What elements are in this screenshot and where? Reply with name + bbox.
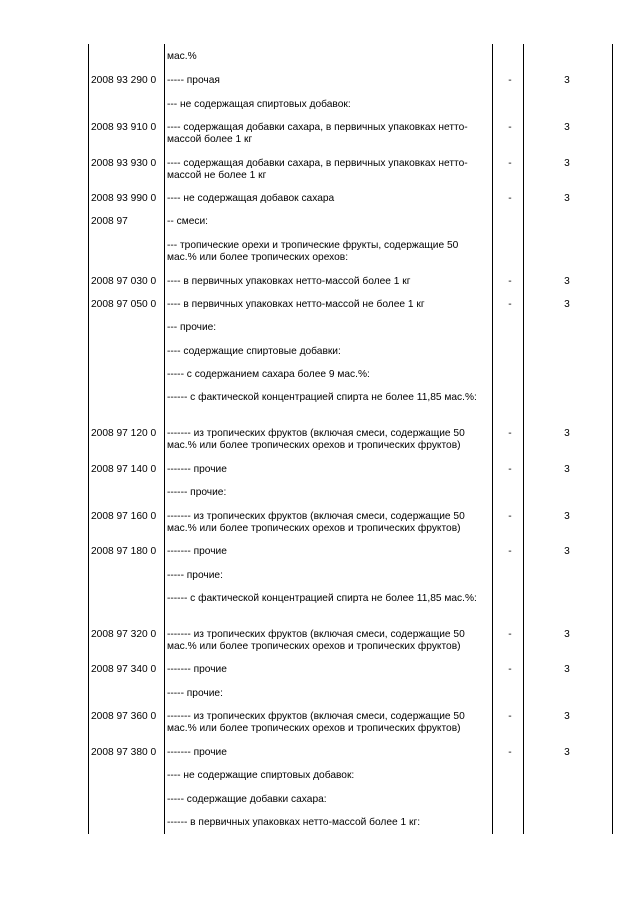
row-col1: - [508,122,512,133]
row-col2: 3 [564,664,570,675]
row-code: 2008 97 320 0 [91,629,157,640]
row-description: ------- прочие [167,747,227,758]
row-description: ------ с фактической концентрацией спирта не более 11,85 мас.%: [167,593,477,604]
row-description: ------- прочие [167,464,227,475]
row-description: ------- прочие [167,546,227,557]
row-code: 2008 97 [91,216,128,227]
row-description: ---- содержащая добавки сахара, в первичных упаковках нетто-массой не более 1 кг [167,158,468,181]
row-col1: - [508,464,512,475]
table-border-right [612,44,613,834]
row-description: ------ в первичных упаковках нетто-массой более 1 кг: [167,817,421,828]
row-description: -- смеси: [167,216,208,227]
row-code: 2008 97 140 0 [91,464,157,475]
table-divider-code [164,44,165,834]
row-description: ------ с фактической концентрацией спирта не более 11,85 мас.%: [167,392,477,403]
row-col1: - [508,629,512,640]
row-col2: 3 [564,428,570,439]
table-divider-desc [492,44,493,834]
row-code: 2008 97 120 0 [91,428,157,439]
row-col1: - [508,711,512,722]
row-col1: - [508,276,512,287]
row-description: ------- из тропических фруктов (включая смеси, содержащие 50 мас.% или более тропических орехов и тропических фруктов) [167,428,465,451]
row-code: 2008 97 180 0 [91,546,157,557]
row-description: ----- прочие: [167,570,223,581]
row-col2: 3 [564,299,570,310]
row-description: ---- в первичных упаковках нетто-массой не более 1 кг [167,299,425,310]
row-col2: 3 [564,122,570,133]
row-col2: 3 [564,747,570,758]
row-col1: - [508,747,512,758]
row-col1: - [508,664,512,675]
row-code: 2008 93 990 0 [91,193,157,204]
row-description: ----- прочая [167,75,220,86]
row-col2: 3 [564,511,570,522]
row-col1: - [508,428,512,439]
row-code: 2008 97 030 0 [91,276,157,287]
row-description: ----- прочие: [167,688,223,699]
row-col1: - [508,75,512,86]
row-description: ----- с содержанием сахара более 9 мас.%: [167,369,370,380]
row-col1: - [508,511,512,522]
row-description: --- прочие: [167,322,217,333]
row-col1: - [508,158,512,169]
row-col1: - [508,546,512,557]
row-description: ------- из тропических фруктов (включая смеси, содержащие 50 мас.% или более тропических орехов и тропических фруктов) [167,511,465,534]
row-col2: 3 [564,158,570,169]
row-col2: 3 [564,629,570,640]
row-col1: - [508,193,512,204]
row-code: 2008 97 160 0 [91,511,157,522]
row-description: ---- содержащие спиртовые добавки: [167,346,341,357]
row-code: 2008 97 340 0 [91,664,157,675]
row-code: 2008 93 290 0 [91,75,157,86]
row-description: ---- не содержащие спиртовых добавок: [167,770,355,781]
row-code: 2008 93 930 0 [91,158,157,169]
row-code: 2008 93 910 0 [91,122,157,133]
row-description: ------- из тропических фруктов (включая смеси, содержащие 50 мас.% или более тропических орехов и тропических фруктов) [167,711,465,734]
row-col2: 3 [564,276,570,287]
row-col2: 3 [564,464,570,475]
row-code: 2008 97 050 0 [91,299,157,310]
row-col2: 3 [564,75,570,86]
row-code: 2008 97 360 0 [91,711,157,722]
row-description: --- тропические орехи и тропические фрукты, содержащие 50 мас.% или более тропических орехов: [167,240,459,263]
row-col2: 3 [564,711,570,722]
row-description: ------- из тропических фруктов (включая смеси, содержащие 50 мас.% или более тропических орехов и тропических фруктов) [167,629,465,652]
row-description: --- не содержащая спиртовых добавок: [167,99,351,110]
row-description: ---- содержащая добавки сахара, в первичных упаковках нетто-массой более 1 кг [167,122,468,145]
table-divider-duty [523,44,524,834]
row-description: ---- в первичных упаковках нетто-массой более 1 кг [167,276,411,287]
table-border-left [88,44,89,834]
row-description: мас.% [167,51,197,62]
row-col1: - [508,299,512,310]
row-col2: 3 [564,193,570,204]
row-code: 2008 97 380 0 [91,747,157,758]
row-description: ---- не содержащая добавок сахара [167,193,335,204]
row-description: ------ прочие: [167,487,227,498]
row-col2: 3 [564,546,570,557]
row-description: ----- содержащие добавки сахара: [167,794,327,805]
row-description: ------- прочие [167,664,227,675]
